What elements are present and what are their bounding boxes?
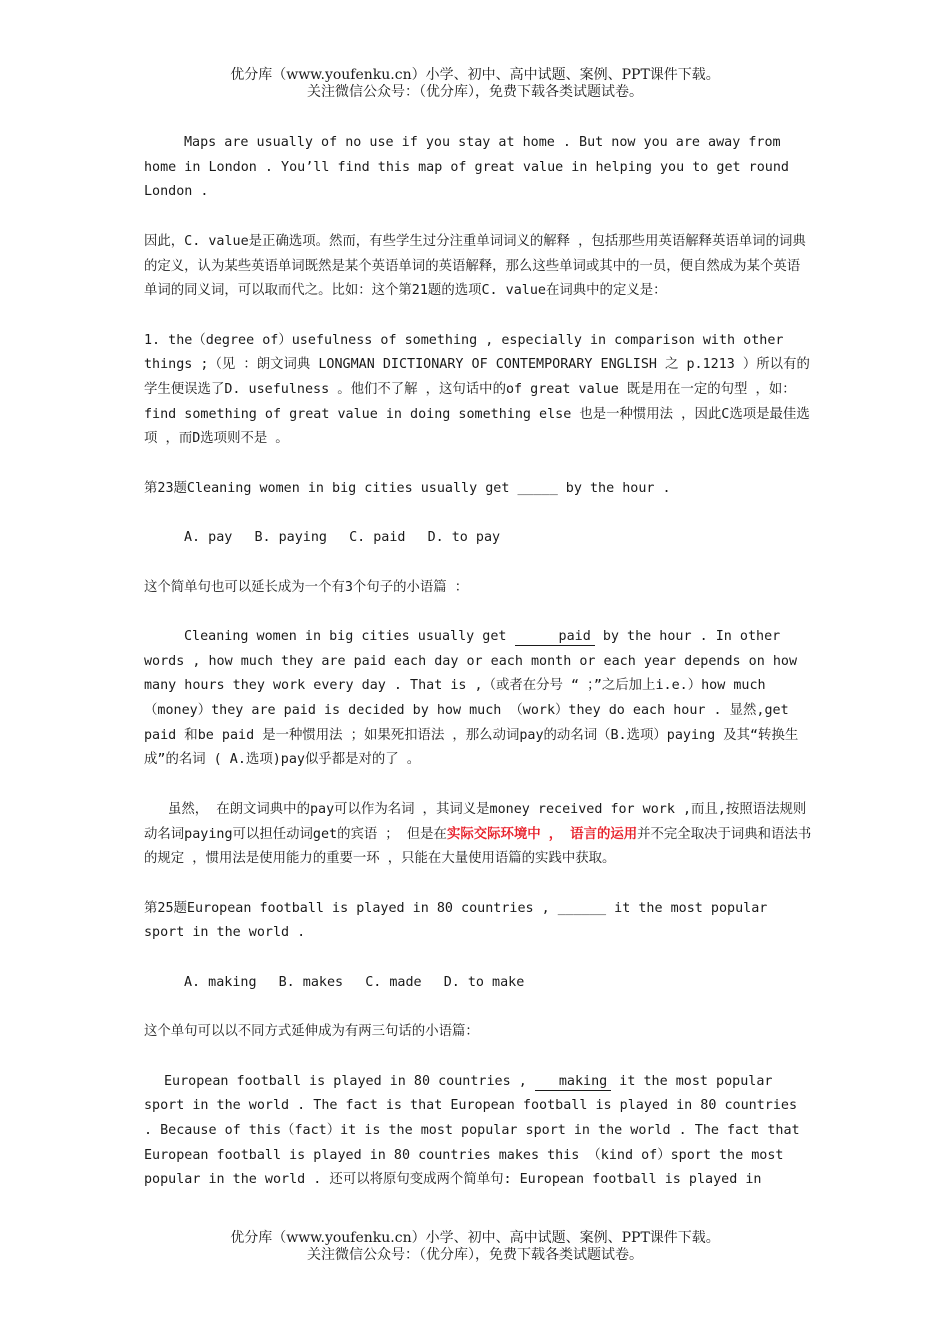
- option-c: C. made: [365, 974, 422, 990]
- paragraph-cleaning-women: [144, 625, 812, 773]
- option-c: C. paid: [349, 530, 406, 546]
- highlighted-text: 实际交际环境中 ， 语言的运用: [446, 826, 638, 842]
- question-23: 第23题Cleaning women in big cities usually get _____ by the hour .: [144, 480, 671, 496]
- answer-blank: paid: [515, 629, 595, 646]
- header-line-2: 关注微信公众号：（优分库），免费下载各类试题试卷。: [307, 84, 643, 100]
- paragraph-definition: 1. the（degree of）usefulness of something , especially in comparison with other things ;（见 ：朗文词典 LONGMAN DICTIONARY OF CONTEMPORARY ENGLISH 之 p.1213 ）所以有的学生便误选了D. usefulness 。他们不了解 ，这句话中的of great value 既是用在一定的句型 ，如：find something of great value in doing something else 也是一种惯用法 ，因此C选项是最佳选项 ，而D选项则不是 。: [144, 332, 810, 447]
- answer-blank: making: [535, 1074, 611, 1091]
- paragraph-european-football: [144, 1070, 812, 1194]
- text-segment: 并不完全取决于词典和语法书的规定 ，惯用法是使用能力的重要一环 ，只能在大量使用语篇的实践中获取。: [144, 826, 812, 867]
- option-b: B. makes: [278, 974, 344, 990]
- document-body: [144, 131, 812, 1218]
- footer-line-1: 优分库（www.youfenku.cn）小学、初中、高中试题、案例、PPT课件下载。: [230, 1230, 720, 1246]
- option-a: A. pay: [184, 530, 233, 546]
- paragraph-intro-23: 这个简单句也可以延长成为一个有3个句子的小语篇 ：: [144, 579, 469, 595]
- option-b: B. paying: [254, 530, 327, 546]
- question-23-options: [184, 526, 812, 551]
- paragraph-usage-note: [144, 798, 812, 872]
- page-header: [0, 67, 950, 101]
- text-segment: European football is played in 80 countries ,: [164, 1073, 527, 1089]
- option-d: D. to pay: [427, 530, 501, 546]
- paragraph-intro-25: 这个单句可以以不同方式延伸成为有两三句话的小语篇：: [144, 1024, 479, 1040]
- paragraph-map-example: Maps are usually of no use if you stay at home . But now you are away from home in London . You’ll find this map of great value in helping you to get round London .: [144, 135, 789, 200]
- text-segment: Cleaning women in big cities usually get: [184, 628, 507, 644]
- paragraph-explanation: 因此，C. value是正确选项。然而，有些学生过分注重单词词义的解释 ，包括那些用英语解释英语单词的词典的定义，认为某些英语单词既然是某个英语单词的英语解释，那么这些单词或其中的一员，便自然成为某个英语单词的同义词，可以取而代之。比如：这个第21题的选项C. value在词典中的定义是：: [144, 233, 806, 299]
- text-segment: 虽然， 在朗文词典中的pay可以作为名词 ，其词义是money received for work ,而且,按照语法规则动名词paying可以担任动词get的宾语 ； 但是在: [144, 801, 807, 842]
- question-25: 第25题European football is played in 80 countries , ______ it the most popular sport in the world .: [144, 900, 768, 941]
- page-footer: [0, 1230, 950, 1264]
- footer-line-2: 关注微信公众号：（优分库），免费下载各类试题试卷。: [307, 1247, 643, 1263]
- text-segment: by the hour . In other words , how much they are paid each day or each month or each year depends on how many hours they work every day . That is ,（或者在分号 “ ；”之后加上i.e.）how much （money）they are paid is decided by how much （work）they do each hour . 显然,get paid 和be paid 是一种惯用法 ；如果死扣语法 ，那么动词pay的动名词（B.选项）paying 及其“转换生成”的名词 ( A.选项)pay似乎都是对的了 。: [144, 628, 799, 768]
- header-line-1: 优分库（www.youfenku.cn）小学、初中、高中试题、案例、PPT课件下载。: [230, 67, 720, 83]
- text-segment: it the most popular sport in the world . The fact is that European football is played in 80 countries . Because of this（fact）it is the most popular sport in the world . The fact that European football is played in 80 countries makes this （kind of）sport the most popular in the world . 还可以将原句变成两个简单句: European football is played in: [144, 1073, 800, 1188]
- option-a: A. making: [184, 974, 257, 990]
- option-d: D. to make: [443, 974, 525, 990]
- question-25-options: [184, 971, 812, 996]
